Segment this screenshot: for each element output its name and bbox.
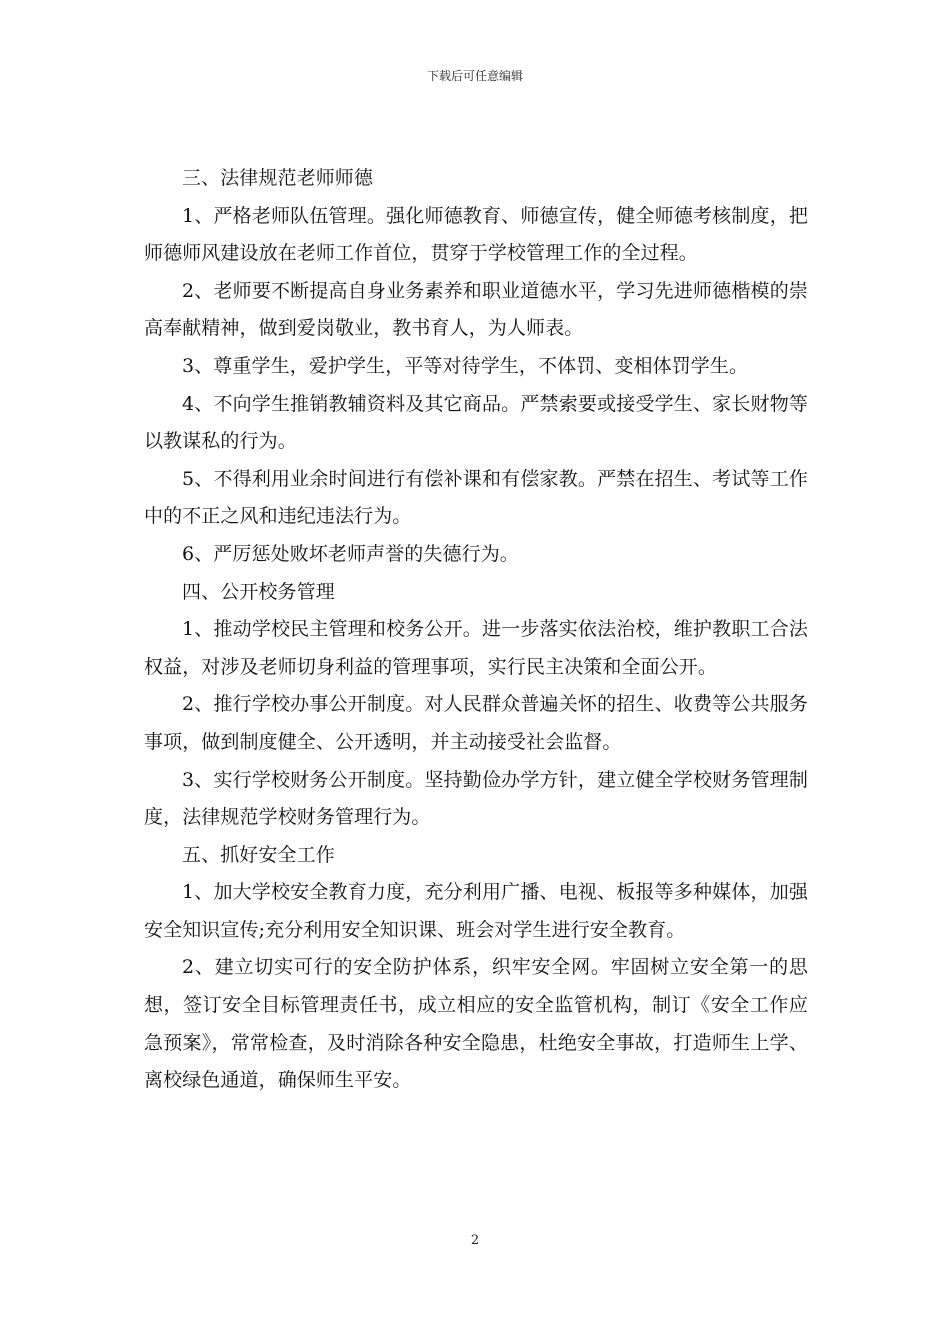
page-header: 下载后可任意编辑 — [426, 69, 523, 83]
section-heading-5: 五、抓好安全工作 — [182, 843, 335, 866]
paragraph: 5、不得利用业余时间进行有偿补课和有偿家教。严禁在招生、考试等工作中的不正之风和违纪违法行为。 — [144, 467, 808, 528]
section-heading-4: 四、公开校务管理 — [182, 580, 335, 603]
paragraph: 1、加大学校安全教育力度，充分利用广播、电视、板报等多种媒体，加强安全知识宣传;充分利用安全知识课、班会对学生进行安全教育。 — [144, 881, 808, 941]
paragraph: 2、建立切实可行的安全防护体系，织牢安全网。牢固树立安全第一的思想，签订安全目标管理责任书，成立相应的安全监管机构，制订《安全工作应急预案》，常常检查，及时消除各种安全隐患，杜绝安全事故，打造师生上学、离校绿色通道，确保师生平安。 — [144, 956, 808, 1092]
document-body — [144, 160, 808, 1100]
paragraph: 3、尊重学生，爱护学生，平等对待学生，不体罚、变相体罚学生。 — [182, 354, 749, 377]
paragraph: 2、老师要不断提高自身业务素养和职业道德水平，学习先进师德楷模的崇高奉献精神，做到爱岗敬业，教书育人，为人师表。 — [144, 279, 808, 340]
paragraph: 1、严格老师队伍管理。强化师德教育、师德宣传，健全师德考核制度，把师德师风建设放在老师工作首位，贯穿于学校管理工作的全过程。 — [144, 204, 808, 265]
paragraph: 2、推行学校办事公开制度。对人民群众普遍关怀的招生、收费等公共服务事项，做到制度健全、公开透明，并主动接受社会监督。 — [144, 693, 808, 753]
section-heading-3: 三、法律规范老师师德 — [182, 167, 374, 189]
page-number: 2 — [470, 1233, 480, 1248]
paragraph: 3、实行学校财务公开制度。坚持勤俭办学方针，建立健全学校财务管理制度，法律规范学校财务管理行为。 — [144, 768, 808, 829]
paragraph: 1、推动学校民主管理和校务公开。进一步落实依法治校，维护教职工合法权益，对涉及老师切身利益的管理事项，实行民主决策和全面公开。 — [144, 618, 808, 678]
paragraph: 4、不向学生推销教辅资料及其它商品。严禁索要或接受学生、家长财物等以教谋私的行为。 — [144, 392, 808, 453]
paragraph: 6、严厉惩处败坏老师声誉的失德行为。 — [182, 542, 519, 565]
